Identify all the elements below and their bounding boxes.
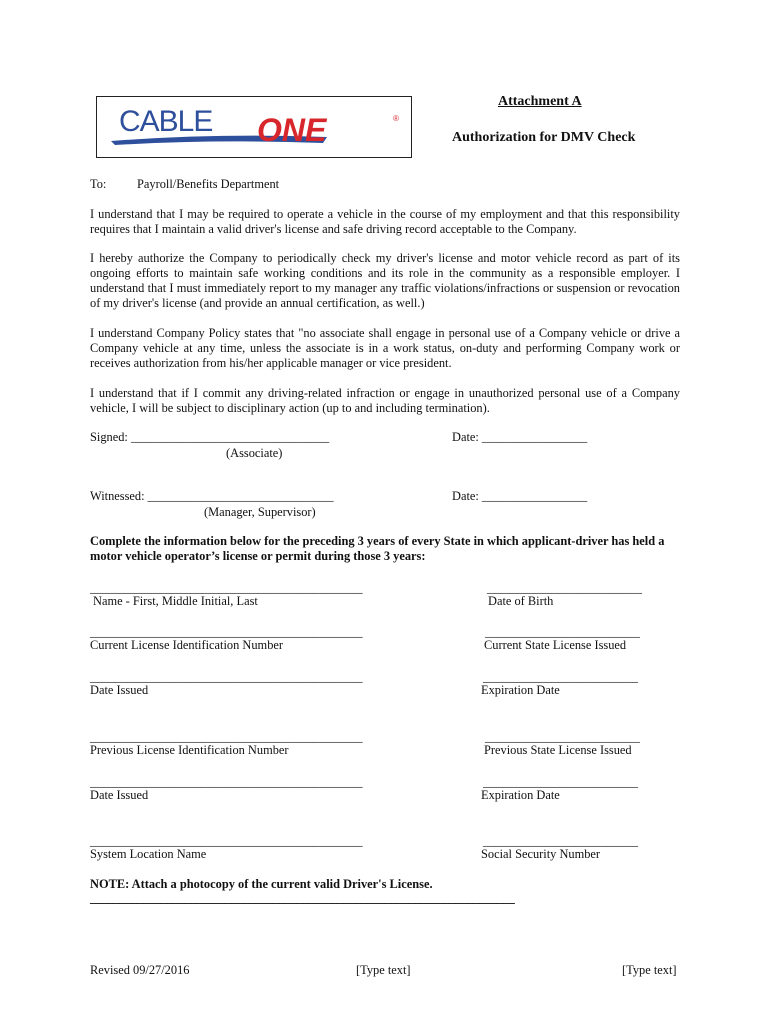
logo-word-one: ONE: [257, 112, 327, 148]
expiration-1-blank[interactable]: _________________________: [483, 670, 638, 684]
ssn-blank[interactable]: _________________________: [483, 834, 638, 848]
instructions: Complete the information below for the preceding 3 years of every State in which applicant-driver has held a motor vehicle operator’s license or permit during those 3 years:: [90, 534, 665, 563]
note-underline: ________________________________________________________________________: [90, 891, 515, 905]
paragraph-2: I hereby authorize the Company to periodically check my driver's license and motor vehicle record as part of its ongoing efforts to maintain safe working conditions and its role in the community as a responsible employer. I understand that I must immediately report to my manager any traffic violations/infractions or suspension or revocation of my driver's license (and provide an annual certification, as well.): [90, 251, 680, 310]
manager-label: (Manager, Supervisor): [204, 505, 316, 519]
date-issued-2-label: Date Issued: [90, 788, 149, 802]
previous-state-label: Previous State License Issued: [484, 743, 632, 757]
current-state-blank[interactable]: _________________________: [485, 625, 640, 639]
associate-label: (Associate): [226, 446, 283, 460]
page-title: Authorization for DMV Check: [452, 130, 636, 145]
attachment-label: Attachment A: [498, 94, 582, 109]
date-issued-1-label: Date Issued: [90, 683, 149, 697]
note-text: NOTE: Attach a photocopy of the current valid Driver's License.: [90, 877, 433, 891]
previous-license-label: Previous License Identification Number: [90, 743, 289, 757]
witnessed-date-field[interactable]: Date: _________________: [452, 489, 588, 503]
previous-state-blank[interactable]: _________________________: [485, 730, 640, 744]
current-license-label: Current License Identification Number: [90, 638, 284, 652]
name-label: Name - First, Middle Initial, Last: [93, 594, 258, 608]
expiration-2-blank[interactable]: _________________________: [483, 775, 638, 789]
witnessed-field[interactable]: Witnessed: ______________________________: [90, 489, 334, 503]
dob-blank[interactable]: _________________________: [487, 581, 642, 595]
date-issued-2-blank[interactable]: ____________________________________________: [90, 775, 363, 789]
logo-word-cable: CABLE: [119, 105, 213, 138]
expiration-1-label: Expiration Date: [481, 683, 560, 697]
logo-registered-mark: ®: [393, 114, 399, 123]
paragraph-4: I understand that if I commit any driving-related infraction or engage in unauthorized personal use of a Company vehicle, I will be subject to disciplinary action (up to and including termination).: [90, 386, 680, 415]
previous-license-blank[interactable]: ____________________________________________: [90, 730, 363, 744]
revised-date: Revised 09/27/2016: [90, 963, 190, 977]
ssn-label: Social Security Number: [481, 847, 601, 861]
name-blank[interactable]: ____________________________________________: [90, 581, 363, 595]
paragraph-3: I understand Company Policy states that "no associate shall engage in personal use of a Company vehicle or drive a Company vehicle at any time, unless the associate is in a work status, on-duty and performing Company work or receives authorization from his/her applicable manager or vice president.: [90, 326, 680, 370]
signed-date-field[interactable]: Date: _________________: [452, 430, 588, 444]
date-issued-1-blank[interactable]: ____________________________________________: [90, 670, 363, 684]
signed-field[interactable]: Signed: ________________________________: [90, 430, 330, 444]
current-license-blank[interactable]: ____________________________________________: [90, 625, 363, 639]
current-state-label: Current State License Issued: [484, 638, 627, 652]
to-value: Payroll/Benefits Department: [137, 177, 280, 191]
to-label: To:: [90, 177, 107, 191]
expiration-2-label: Expiration Date: [481, 788, 560, 802]
system-location-blank[interactable]: ____________________________________________: [90, 834, 363, 848]
paragraph-1: I understand that I may be required to operate a vehicle in the course of my employment and that this responsibility requires that I maintain a valid driver's license and safe driving record acceptable to the Company.: [90, 207, 680, 236]
footer-right-text: [Type text]: [622, 963, 677, 977]
company-logo: [96, 96, 412, 158]
system-location-label: System Location Name: [90, 847, 207, 861]
footer-center-text: [Type text]: [356, 963, 411, 977]
dob-label: Date of Birth: [488, 594, 554, 608]
